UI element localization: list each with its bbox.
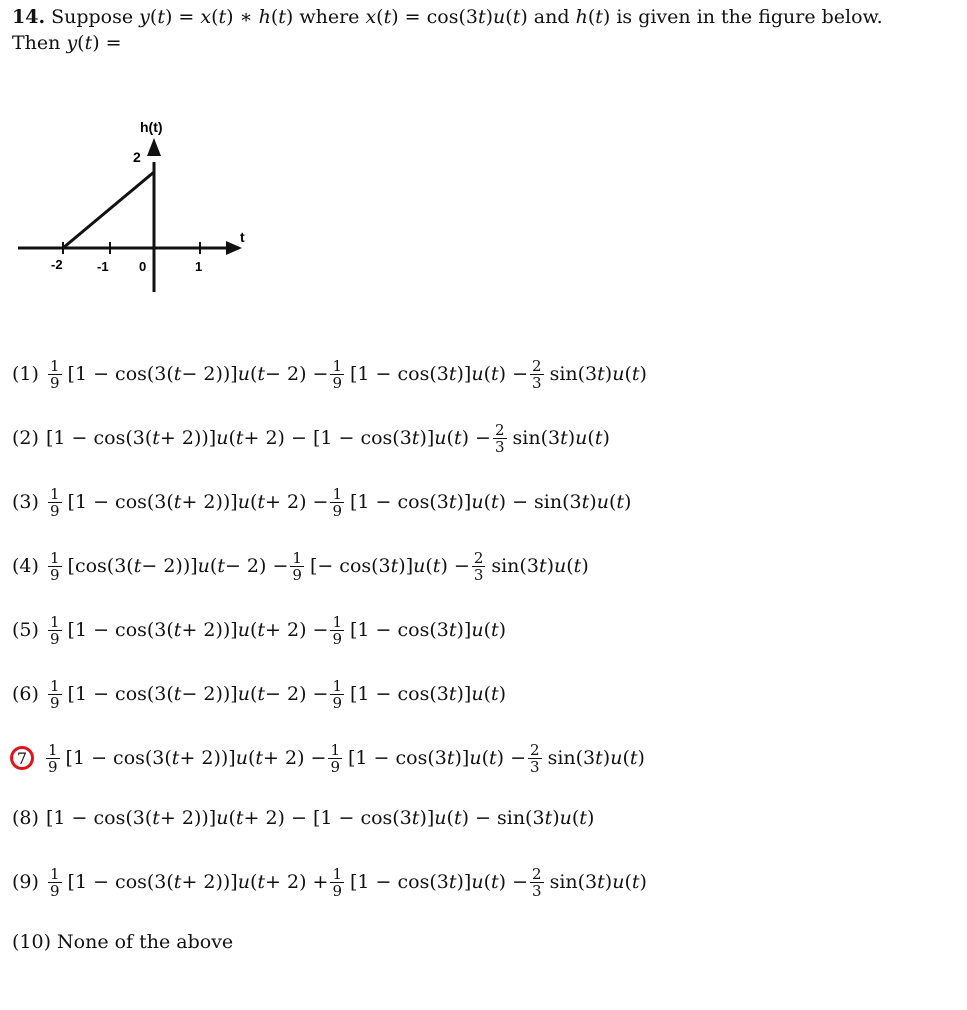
option-5[interactable]: (5) $\frac{1}{9}$ [1 − cos(3( t + 2))] u ( t + 2) − $\frac{1}{9}$ [1 − cos(3 t )] u ( t ) [12, 612, 507, 648]
question-number: 14. [12, 6, 46, 28]
option-label: (10) [12, 931, 52, 953]
option-label: (2) [12, 427, 39, 449]
tick-label: 1 [195, 259, 203, 274]
option-label: (3) [12, 491, 39, 513]
impulse-response-figure [18, 112, 258, 302]
peak-label: 2 [133, 149, 141, 165]
question-text: 14. Suppose y(t) = x(t) ∗ h(t) where x(t) = cos(3t)u(t) and h(t) is given in the figure below. Then y(t) = [12, 6, 883, 54]
option-4[interactable]: (4) $\frac{1}{9}$ [cos(3( t − 2))] u ( t − 2) − $\frac{1}{9}$ [− cos(3 t )] u ( t ) − $\frac{2}{3}$ sin(3 t ) u ( t ) [12, 548, 589, 584]
option-label: (8) [12, 807, 39, 829]
impulse-arrow-icon [147, 138, 161, 156]
option-1[interactable]: (1) $\frac{1}{9}$ [1 − cos(3( t − 2))] u ( t − 2) − $\frac{1}{9}$ [1 − cos(3 t )] u ( t ) − $\frac{2}{3}$ sin(3 t ) u ( t ) [12, 356, 647, 392]
option-label: (5) [12, 619, 39, 641]
option-7-selected[interactable]: 7 $\frac{1}{9}$ [1 − cos(3( t + 2))] u ( t + 2) − $\frac{1}{9}$ [1 − cos(3 t )] u ( t ) − $\frac{2}{3}$ sin(3 t ) u ( t ) [12, 736, 645, 780]
tick-label: -2 [51, 257, 63, 272]
selected-answer-circle-icon: 7 [10, 746, 34, 770]
option-text: None of the above [57, 931, 234, 953]
option-8[interactable]: (8) [1 − cos(3( t + 2))] u ( t + 2) − [1 − cos(3 t )] u ( t ) − sin(3 t ) u ( t ) [12, 807, 595, 829]
t-axis-label: t [240, 229, 245, 245]
figure-title: h(t) [140, 119, 163, 135]
option-label: (9) [12, 871, 39, 893]
ramp-line [63, 172, 154, 248]
option-10[interactable] [12, 920, 233, 964]
option-2[interactable]: (2) [1 − cos(3( t + 2))] u ( t + 2) − [1 − cos(3 t )] u ( t ) − $\frac{2}{3}$ sin(3 t ) u ( t ) [12, 420, 610, 456]
tick-label: 0 [139, 259, 147, 274]
option-label: (1) [12, 363, 39, 385]
tick-label: -1 [97, 259, 109, 274]
option-label: (6) [12, 683, 39, 705]
option-9[interactable]: (9) $\frac{1}{9}$ [1 − cos(3( t + 2))] u ( t + 2) + $\frac{1}{9}$ [1 − cos(3 t )] u ( t ) − $\frac{2}{3}$ sin(3 t ) u ( t ) [12, 864, 647, 900]
option-3[interactable]: (3) $\frac{1}{9}$ [1 − cos(3( t + 2))] u ( t + 2) − $\frac{1}{9}$ [1 − cos(3 t )] u ( t ) − sin(3 t ) u ( t ) [12, 484, 632, 520]
option-label: (4) [12, 555, 39, 577]
option-6[interactable]: (6) $\frac{1}{9}$ [1 − cos(3( t − 2))] u ( t − 2) − $\frac{1}{9}$ [1 − cos(3 t )] u ( t ) [12, 676, 507, 712]
